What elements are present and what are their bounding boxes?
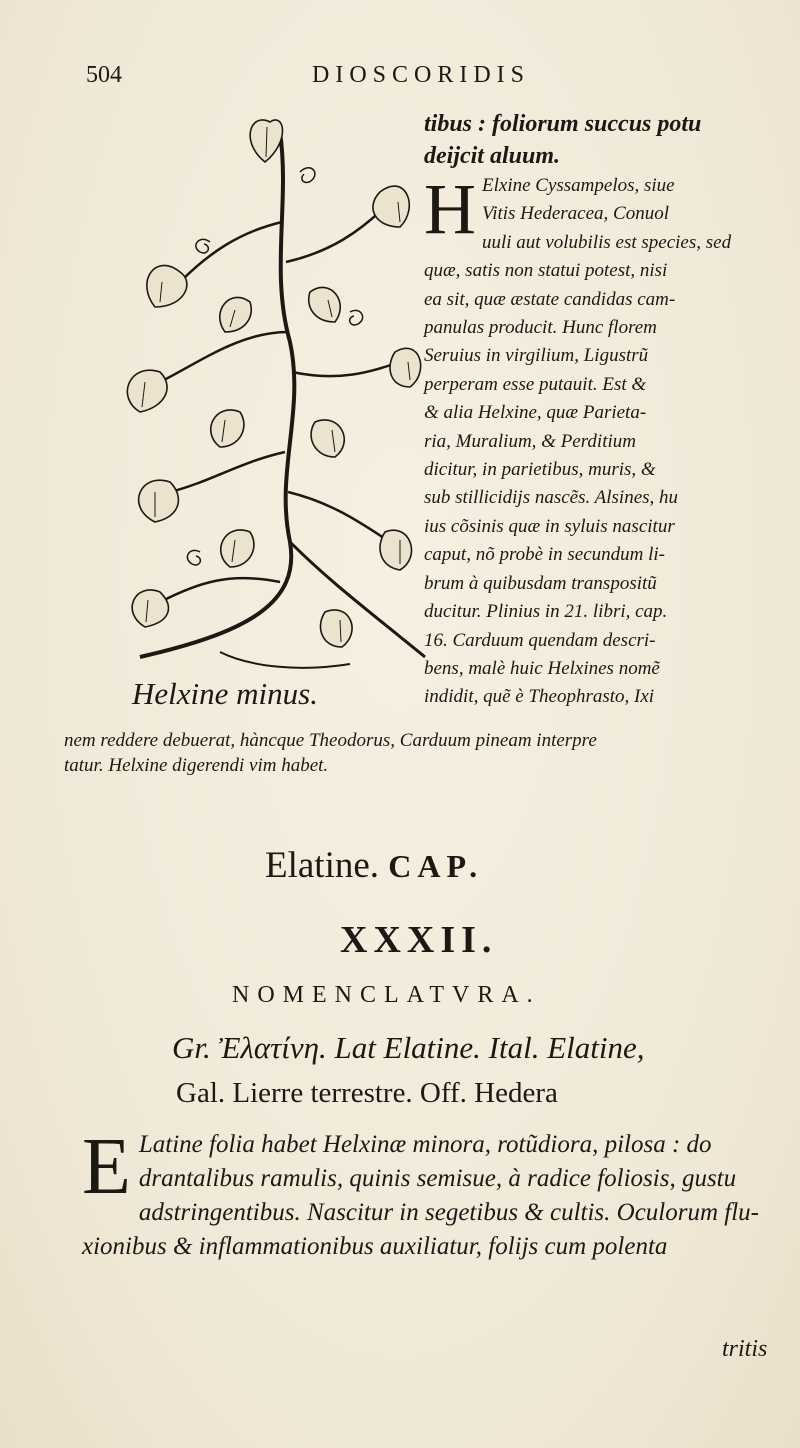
text-line: drantalibus ramulis, quinis semisue, à radice foliosis, gustu [138,1165,737,1192]
text-line: uuli aut volubilis est species, sed [482,231,732,253]
dropcap: H [424,169,476,249]
text-line: tibus : foliorum succus potu [424,111,702,137]
text-line: panulas producit. Hunc florem [424,317,657,339]
text-line: ducitur. Plinius in 21. libri, cap. [424,601,668,623]
illustration-caption: Helxine minus. [132,676,318,711]
text-line: Seruius in virgilium, Ligustrũ [424,345,649,367]
text-line: brum à quibusdam transpositũ [424,572,657,594]
text-line: & alia Helxine, quæ Parieta- [424,402,647,424]
text-line: dicitur, in parietibus, muris, & [424,459,656,481]
text-line: nem reddere debuerat, hàncque Theodorus, Carduum pineam interpre [64,730,597,751]
text-line: indidit, quẽ è Theophrasto, Ixi [424,686,655,708]
catchword: tritis [722,1336,768,1362]
text-line: sub stillicidijs nascẽs. Alsines, hu [424,487,679,509]
text-line: ius cõsinis quæ in syluis nascitur [424,515,675,537]
text-line: 16. Carduum quendam descri- [424,629,656,651]
chapter-title [265,844,483,887]
text-line: ea sit, quæ æstate candidas cam- [424,288,676,310]
running-head: DIOSCORIDIS [312,62,531,88]
nomenclatura-heading: NOMENCLATVRA. [232,982,541,1008]
text-line: xionibus & inflammationibus auxiliatur, folijs cum polenta [82,1233,668,1260]
chapter-number: XXXII. [340,919,498,961]
page-number: 504 [86,62,122,88]
text-line: deijcit aluum. [424,143,561,169]
text-line: Latine folia habet Helxinæ minora, rotũdiora, pilosa : do [138,1131,712,1158]
dropcap: E [82,1123,131,1211]
text-line: quæ, satis non statui potest, nisi [424,260,668,282]
column-text [424,108,780,712]
text-line: tatur. Helxine digerendi vim habet. [64,755,329,776]
chapter-body [82,1123,782,1264]
text-line: Elxine Cyssampelos, siue [482,175,675,196]
text-line: caput, nõ probè in secundum li- [424,544,665,566]
chapter-heading: Elatine. [265,845,380,886]
text-line: ria, Muralium, & Perditium [424,430,636,452]
chapter-cap-label: CAP. [388,848,484,884]
plant-woodcut-icon [100,112,430,702]
synonyms-line: Gal. Lierre terrestre. Off. Hedera [176,1077,558,1109]
synonyms-line: Gr. Ἐλατίνη. Lat Elatine. Ital. Elatine, [172,1030,645,1065]
text-line: bens, malè huic Helxines nomẽ [424,657,660,679]
full-width-text [64,728,784,778]
text-line: perperam esse putauit. Est & [424,373,647,395]
text-line: adstringentibus. Nascitur in segetibus & cultis. Oculorum flu- [138,1199,760,1226]
text-line: Vitis Hederacea, Conuol [482,203,669,225]
